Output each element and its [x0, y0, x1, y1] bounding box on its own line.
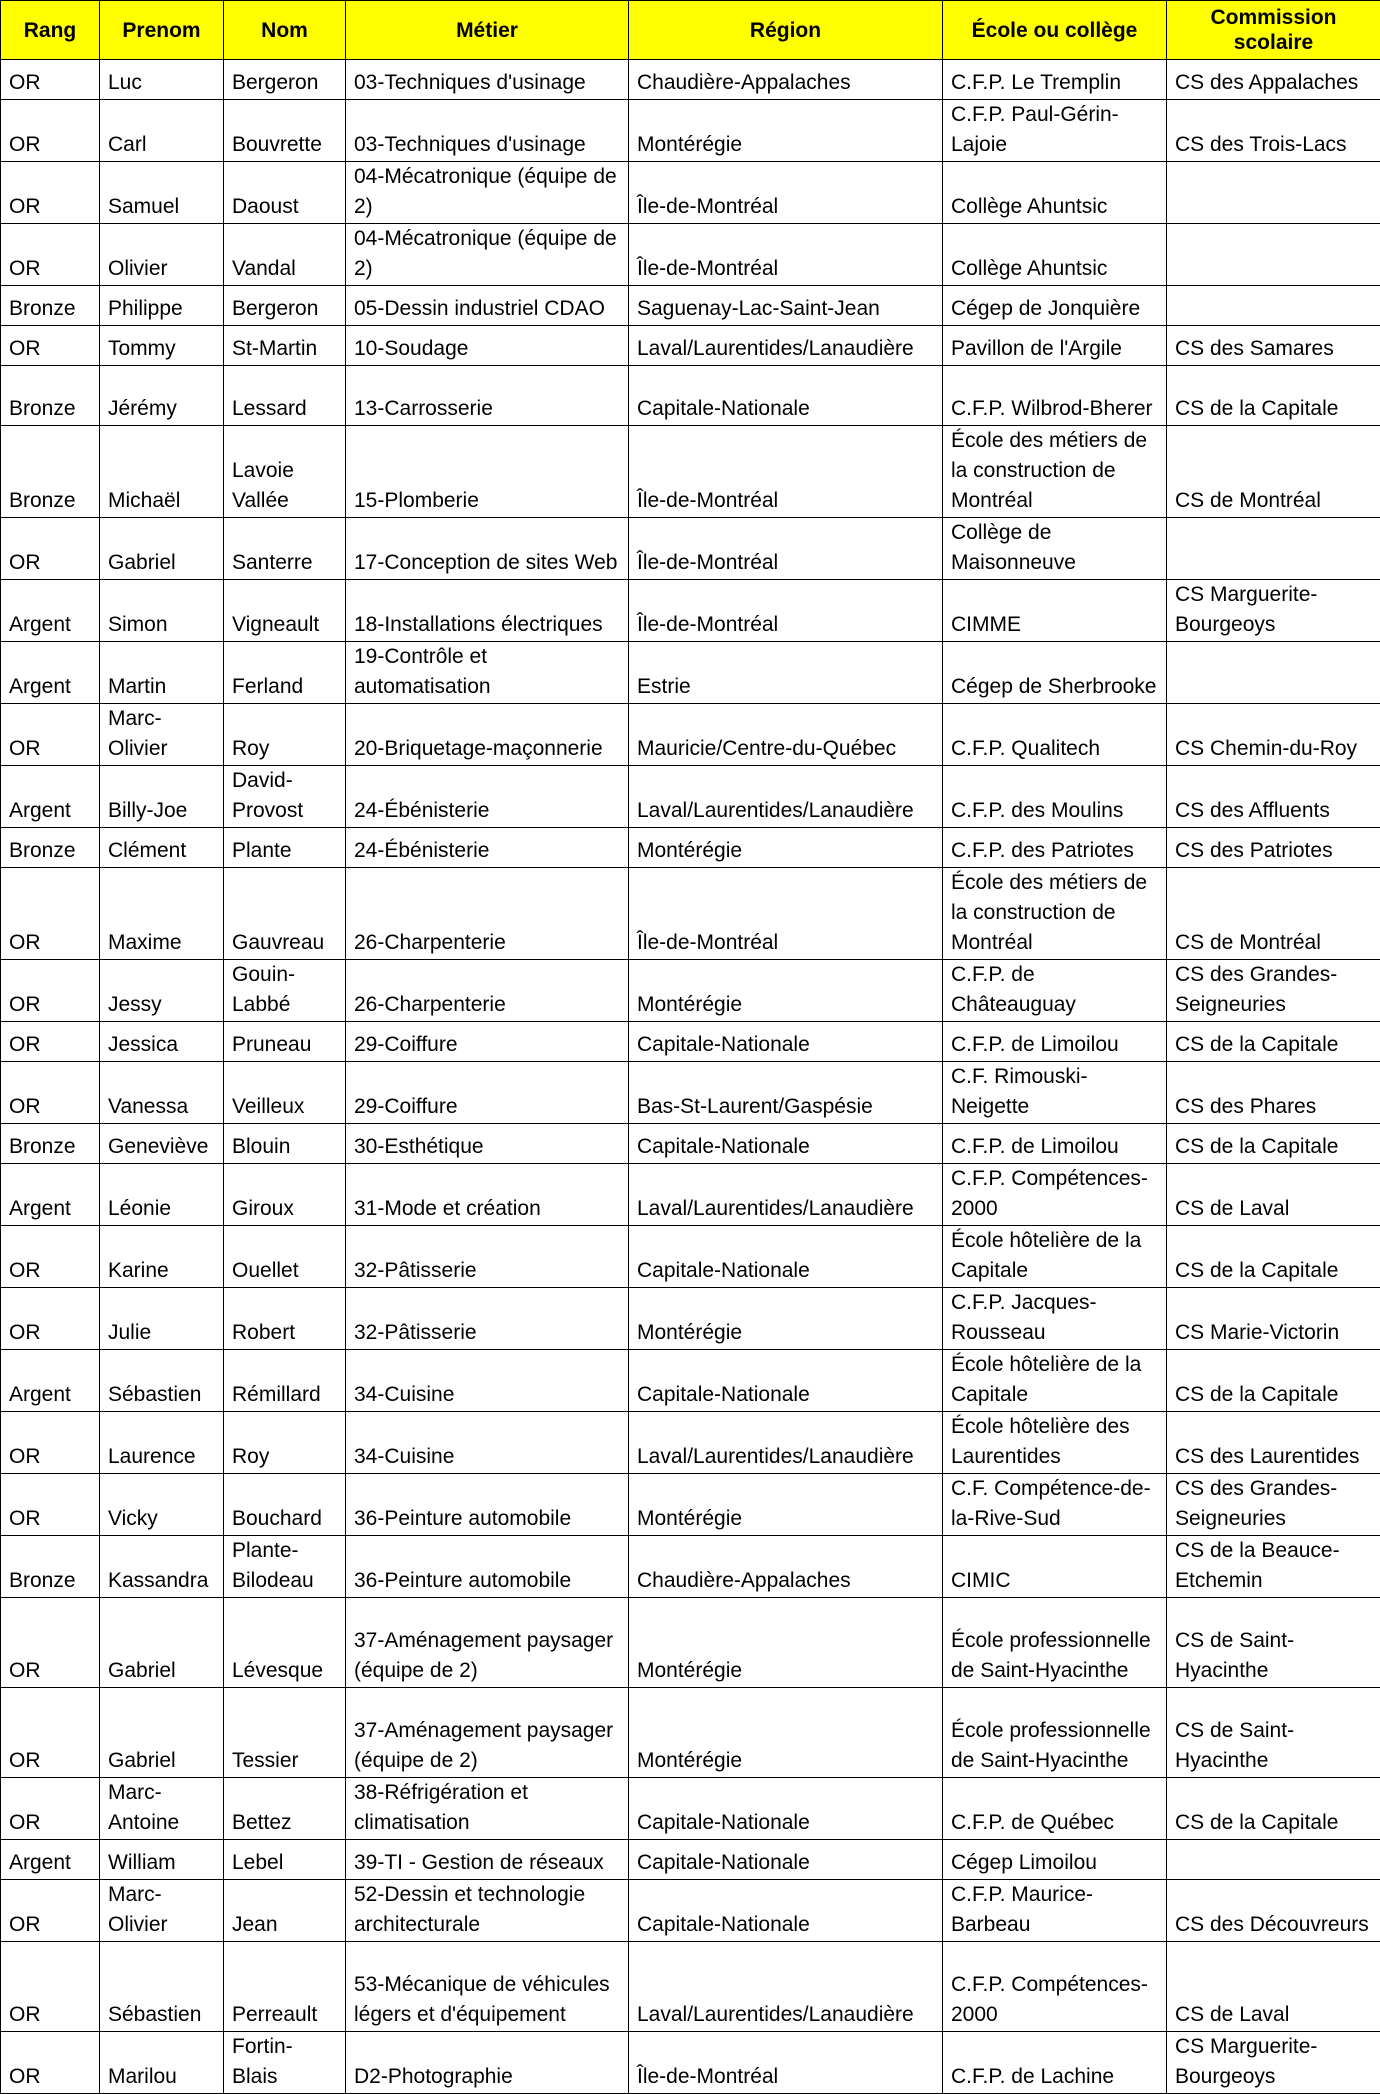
cell-ecole: Collège Ahuntsic [943, 162, 1167, 224]
cell-nom: Bettez [224, 1778, 346, 1840]
cell-commission: CS des Grandes-Seigneuries [1167, 1474, 1380, 1536]
cell-prenom: Martin [100, 642, 224, 704]
cell-metier: 17-Conception de sites Web [346, 518, 629, 580]
cell-prenom: Jessy [100, 960, 224, 1022]
cell-ecole: C.F.P. de Québec [943, 1778, 1167, 1840]
cell-rang: OR [1, 704, 100, 766]
cell-ecole: C.F.P. Paul-Gérin-Lajoie [943, 100, 1167, 162]
cell-metier: 03-Techniques d'usinage [346, 60, 629, 100]
cell-nom: Vigneault [224, 580, 346, 642]
cell-commission: CS de la Capitale [1167, 1022, 1380, 1062]
cell-commission: CS de la Capitale [1167, 1226, 1380, 1288]
cell-region: Capitale-Nationale [629, 1022, 943, 1062]
cell-commission: CS de Laval [1167, 1942, 1380, 2032]
cell-metier: 18-Installations électriques [346, 580, 629, 642]
cell-rang: Bronze [1, 828, 100, 868]
cell-prenom: Tommy [100, 326, 224, 366]
cell-commission: CS Chemin-du-Roy [1167, 704, 1380, 766]
table-row [1, 1474, 1380, 1536]
cell-prenom: Julie [100, 1288, 224, 1350]
cell-ecole: C.F.P. de Limoilou [943, 1124, 1167, 1164]
header-metier: Métier [346, 1, 629, 60]
table-row [1, 1022, 1380, 1062]
cell-region: Capitale-Nationale [629, 1880, 943, 1942]
cell-prenom: Karine [100, 1226, 224, 1288]
cell-rang: OR [1, 1226, 100, 1288]
cell-region: Île-de-Montréal [629, 426, 943, 518]
cell-metier: 20-Briquetage-maçonnerie [346, 704, 629, 766]
cell-nom: Bergeron [224, 286, 346, 326]
cell-prenom: Sébastien [100, 1942, 224, 2032]
cell-metier: 03-Techniques d'usinage [346, 100, 629, 162]
cell-prenom: William [100, 1840, 224, 1880]
cell-metier: 32-Pâtisserie [346, 1288, 629, 1350]
cell-rang: Bronze [1, 366, 100, 426]
cell-nom: Robert [224, 1288, 346, 1350]
cell-nom: Rémillard [224, 1350, 346, 1412]
cell-metier: D2-Photographie [346, 2032, 629, 2094]
cell-commission: CS des Samares [1167, 326, 1380, 366]
table-row [1, 828, 1380, 868]
cell-ecole: C.F.P. des Patriotes [943, 828, 1167, 868]
cell-commission [1167, 224, 1380, 286]
table-row [1, 1226, 1380, 1288]
cell-commission: CS des Appalaches [1167, 60, 1380, 100]
table-row [1, 224, 1380, 286]
cell-metier: 15-Plomberie [346, 426, 629, 518]
cell-ecole: C.F.P. des Moulins [943, 766, 1167, 828]
cell-region: Montérégie [629, 828, 943, 868]
cell-prenom: Maxime [100, 868, 224, 960]
cell-ecole: Cégep de Jonquière [943, 286, 1167, 326]
table-row [1, 326, 1380, 366]
cell-ecole: École hôtelière de la Capitale [943, 1226, 1167, 1288]
table-row [1, 2032, 1380, 2094]
cell-region: Chaudière-Appalaches [629, 1536, 943, 1598]
cell-rang: Argent [1, 766, 100, 828]
cell-metier: 29-Coiffure [346, 1062, 629, 1124]
table-row [1, 1288, 1380, 1350]
cell-commission: CS de la Capitale [1167, 1124, 1380, 1164]
cell-region: Bas-St-Laurent/Gaspésie [629, 1062, 943, 1124]
cell-prenom: Philippe [100, 286, 224, 326]
cell-prenom: Marc-Olivier [100, 1880, 224, 1942]
cell-prenom: Laurence [100, 1412, 224, 1474]
table-row [1, 868, 1380, 960]
table-row [1, 1062, 1380, 1124]
cell-metier: 29-Coiffure [346, 1022, 629, 1062]
cell-commission: CS de la Capitale [1167, 1350, 1380, 1412]
cell-ecole: Cégep Limoilou [943, 1840, 1167, 1880]
cell-region: Montérégie [629, 100, 943, 162]
cell-nom: Bouchard [224, 1474, 346, 1536]
cell-region: Île-de-Montréal [629, 2032, 943, 2094]
cell-metier: 13-Carrosserie [346, 366, 629, 426]
cell-metier: 36-Peinture automobile [346, 1536, 629, 1598]
cell-metier: 34-Cuisine [346, 1412, 629, 1474]
cell-rang: OR [1, 1062, 100, 1124]
cell-region: Montérégie [629, 1598, 943, 1688]
cell-prenom: Samuel [100, 162, 224, 224]
cell-region: Montérégie [629, 1288, 943, 1350]
cell-rang: Argent [1, 1164, 100, 1226]
cell-nom: St-Martin [224, 326, 346, 366]
cell-prenom: Sébastien [100, 1350, 224, 1412]
cell-commission: CS Marie-Victorin [1167, 1288, 1380, 1350]
cell-commission [1167, 518, 1380, 580]
cell-prenom: Vanessa [100, 1062, 224, 1124]
cell-prenom: Léonie [100, 1164, 224, 1226]
table-row [1, 366, 1380, 426]
cell-nom: Lévesque [224, 1598, 346, 1688]
cell-region: Île-de-Montréal [629, 162, 943, 224]
cell-rang: Bronze [1, 1124, 100, 1164]
header-rang: Rang [1, 1, 100, 60]
table-row [1, 1598, 1380, 1688]
cell-nom: Lebel [224, 1840, 346, 1880]
cell-region: Estrie [629, 642, 943, 704]
cell-ecole: C.F. Rimouski-Neigette [943, 1062, 1167, 1124]
table-row [1, 100, 1380, 162]
cell-prenom: Vicky [100, 1474, 224, 1536]
cell-nom: Daoust [224, 162, 346, 224]
cell-rang: OR [1, 1288, 100, 1350]
table-row [1, 1942, 1380, 2032]
table-row [1, 60, 1380, 100]
cell-rang: Argent [1, 642, 100, 704]
cell-nom: Pruneau [224, 1022, 346, 1062]
cell-prenom: Geneviève [100, 1124, 224, 1164]
cell-nom: Lavoie Vallée [224, 426, 346, 518]
cell-commission: CS de la Capitale [1167, 366, 1380, 426]
cell-ecole: C.F.P. Qualitech [943, 704, 1167, 766]
cell-nom: Bergeron [224, 60, 346, 100]
table-row [1, 1350, 1380, 1412]
cell-ecole: Collège de Maisonneuve [943, 518, 1167, 580]
cell-region: Montérégie [629, 1474, 943, 1536]
cell-commission [1167, 162, 1380, 224]
table-row [1, 1164, 1380, 1226]
cell-nom: Santerre [224, 518, 346, 580]
cell-commission: CS Marguerite-Bourgeoys [1167, 2032, 1380, 2094]
cell-commission: CS des Découvreurs [1167, 1880, 1380, 1942]
table-row [1, 1124, 1380, 1164]
cell-commission [1167, 642, 1380, 704]
cell-region: Laval/Laurentides/Lanaudière [629, 1412, 943, 1474]
cell-ecole: École des métiers de la construction de Montréal [943, 868, 1167, 960]
cell-ecole: École professionnelle de Saint-Hyacinthe [943, 1598, 1167, 1688]
cell-ecole: Collège Ahuntsic [943, 224, 1167, 286]
cell-rang: OR [1, 1474, 100, 1536]
cell-metier: 31-Mode et création [346, 1164, 629, 1226]
table-row [1, 426, 1380, 518]
cell-metier: 04-Mécatronique (équipe de 2) [346, 224, 629, 286]
cell-prenom: Michaël [100, 426, 224, 518]
cell-commission: CS de Saint-Hyacinthe [1167, 1598, 1380, 1688]
cell-nom: Roy [224, 704, 346, 766]
cell-nom: Perreault [224, 1942, 346, 2032]
cell-nom: Fortin-Blais [224, 2032, 346, 2094]
cell-metier: 52-Dessin et technologie architecturale [346, 1880, 629, 1942]
cell-commission: CS de Laval [1167, 1164, 1380, 1226]
cell-region: Laval/Laurentides/Lanaudière [629, 1942, 943, 2032]
cell-ecole: C.F.P. de Châteauguay [943, 960, 1167, 1022]
cell-prenom: Billy-Joe [100, 766, 224, 828]
table-row [1, 1688, 1380, 1778]
cell-ecole: Cégep de Sherbrooke [943, 642, 1167, 704]
cell-metier: 24-Ébénisterie [346, 766, 629, 828]
cell-rang: OR [1, 868, 100, 960]
cell-nom: Gauvreau [224, 868, 346, 960]
header-region: Région [629, 1, 943, 60]
header-nom: Nom [224, 1, 346, 60]
cell-ecole: École professionnelle de Saint-Hyacinthe [943, 1688, 1167, 1778]
cell-region: Capitale-Nationale [629, 366, 943, 426]
cell-ecole: C.F.P. de Lachine [943, 2032, 1167, 2094]
cell-commission: CS des Affluents [1167, 766, 1380, 828]
cell-commission: CS Marguerite-Bourgeoys [1167, 580, 1380, 642]
cell-region: Montérégie [629, 1688, 943, 1778]
cell-region: Laval/Laurentides/Lanaudière [629, 326, 943, 366]
cell-metier: 53-Mécanique de véhicules légers et d'équipement [346, 1942, 629, 2032]
cell-rang: OR [1, 1880, 100, 1942]
cell-rang: Bronze [1, 1536, 100, 1598]
cell-region: Montérégie [629, 960, 943, 1022]
cell-region: Île-de-Montréal [629, 518, 943, 580]
cell-commission: CS des Laurentides [1167, 1412, 1380, 1474]
cell-region: Saguenay-Lac-Saint-Jean [629, 286, 943, 326]
cell-prenom: Gabriel [100, 518, 224, 580]
cell-rang: OR [1, 2032, 100, 2094]
cell-region: Mauricie/Centre-du-Québec [629, 704, 943, 766]
cell-rang: OR [1, 960, 100, 1022]
cell-nom: Veilleux [224, 1062, 346, 1124]
cell-rang: Argent [1, 1350, 100, 1412]
cell-ecole: Pavillon de l'Argile [943, 326, 1167, 366]
cell-commission: CS des Grandes-Seigneuries [1167, 960, 1380, 1022]
cell-commission: CS des Phares [1167, 1062, 1380, 1124]
cell-commission: CS des Patriotes [1167, 828, 1380, 868]
cell-metier: 36-Peinture automobile [346, 1474, 629, 1536]
cell-metier: 34-Cuisine [346, 1350, 629, 1412]
cell-region: Chaudière-Appalaches [629, 60, 943, 100]
cell-region: Laval/Laurentides/Lanaudière [629, 1164, 943, 1226]
cell-nom: Gouin-Labbé [224, 960, 346, 1022]
table-row [1, 1778, 1380, 1840]
cell-region: Capitale-Nationale [629, 1778, 943, 1840]
cell-metier: 37-Aménagement paysager (équipe de 2) [346, 1598, 629, 1688]
cell-ecole: C.F.P. Jacques-Rousseau [943, 1288, 1167, 1350]
cell-metier: 05-Dessin industriel CDAO [346, 286, 629, 326]
cell-metier: 24-Ébénisterie [346, 828, 629, 868]
cell-prenom: Marc-Antoine [100, 1778, 224, 1840]
cell-rang: OR [1, 60, 100, 100]
cell-prenom: Marilou [100, 2032, 224, 2094]
cell-nom: Vandal [224, 224, 346, 286]
cell-prenom: Gabriel [100, 1598, 224, 1688]
cell-ecole: C.F.P. Le Tremplin [943, 60, 1167, 100]
cell-rang: OR [1, 1942, 100, 2032]
cell-region: Île-de-Montréal [629, 580, 943, 642]
table-row [1, 1412, 1380, 1474]
cell-prenom: Clément [100, 828, 224, 868]
cell-region: Laval/Laurentides/Lanaudière [629, 766, 943, 828]
cell-region: Capitale-Nationale [629, 1124, 943, 1164]
cell-ecole: C.F.P. Compétences-2000 [943, 1164, 1167, 1226]
cell-nom: Blouin [224, 1124, 346, 1164]
cell-metier: 04-Mécatronique (équipe de 2) [346, 162, 629, 224]
cell-ecole: C.F.P. Wilbrod-Bherer [943, 366, 1167, 426]
cell-metier: 32-Pâtisserie [346, 1226, 629, 1288]
table-row [1, 162, 1380, 224]
cell-nom: Ouellet [224, 1226, 346, 1288]
cell-commission: CS de Montréal [1167, 426, 1380, 518]
cell-rang: OR [1, 224, 100, 286]
cell-commission: CS de la Capitale [1167, 1778, 1380, 1840]
cell-region: Île-de-Montréal [629, 868, 943, 960]
cell-nom: Bouvrette [224, 100, 346, 162]
header-commission: Commission scolaire [1167, 1, 1380, 60]
cell-region: Capitale-Nationale [629, 1226, 943, 1288]
cell-metier: 39-TI - Gestion de réseaux [346, 1840, 629, 1880]
cell-ecole: CIMME [943, 580, 1167, 642]
cell-metier: 26-Charpenterie [346, 868, 629, 960]
cell-commission: CS de Saint-Hyacinthe [1167, 1688, 1380, 1778]
cell-metier: 26-Charpenterie [346, 960, 629, 1022]
cell-rang: OR [1, 1688, 100, 1778]
header-row [1, 1, 1380, 60]
table-row [1, 704, 1380, 766]
cell-commission [1167, 286, 1380, 326]
cell-rang: Argent [1, 580, 100, 642]
cell-ecole: École des métiers de la construction de Montréal [943, 426, 1167, 518]
table-row [1, 1880, 1380, 1942]
cell-commission [1167, 1840, 1380, 1880]
cell-nom: Tessier [224, 1688, 346, 1778]
cell-rang: OR [1, 162, 100, 224]
cell-nom: David-Provost [224, 766, 346, 828]
cell-rang: Argent [1, 1840, 100, 1880]
cell-ecole: C.F.P. Maurice-Barbeau [943, 1880, 1167, 1942]
cell-rang: OR [1, 1412, 100, 1474]
table-row [1, 642, 1380, 704]
cell-ecole: École hôtelière de la Capitale [943, 1350, 1167, 1412]
table-row [1, 286, 1380, 326]
cell-prenom: Simon [100, 580, 224, 642]
table-row [1, 766, 1380, 828]
cell-region: Capitale-Nationale [629, 1350, 943, 1412]
cell-commission: CS des Trois-Lacs [1167, 100, 1380, 162]
cell-ecole: CIMIC [943, 1536, 1167, 1598]
cell-commission: CS de la Beauce-Etchemin [1167, 1536, 1380, 1598]
header-ecole: École ou collège [943, 1, 1167, 60]
cell-rang: OR [1, 326, 100, 366]
table-row [1, 960, 1380, 1022]
cell-metier: 10-Soudage [346, 326, 629, 366]
cell-metier: 19-Contrôle et automatisation [346, 642, 629, 704]
cell-ecole: C.F. Compétence-de-la-Rive-Sud [943, 1474, 1167, 1536]
cell-prenom: Jessica [100, 1022, 224, 1062]
cell-rang: OR [1, 518, 100, 580]
cell-prenom: Jérémy [100, 366, 224, 426]
cell-rang: Bronze [1, 426, 100, 518]
cell-rang: OR [1, 1778, 100, 1840]
cell-rang: OR [1, 100, 100, 162]
cell-metier: 37-Aménagement paysager (équipe de 2) [346, 1688, 629, 1778]
cell-commission: CS de Montréal [1167, 868, 1380, 960]
header-prenom: Prenom [100, 1, 224, 60]
cell-prenom: Gabriel [100, 1688, 224, 1778]
cell-ecole: École hôtelière des Laurentides [943, 1412, 1167, 1474]
table-row [1, 1840, 1380, 1880]
cell-prenom: Carl [100, 100, 224, 162]
cell-ecole: C.F.P. de Limoilou [943, 1022, 1167, 1062]
table-body [1, 60, 1380, 2094]
table-row [1, 580, 1380, 642]
cell-rang: OR [1, 1022, 100, 1062]
cell-nom: Plante [224, 828, 346, 868]
cell-prenom: Olivier [100, 224, 224, 286]
cell-metier: 38-Réfrigération et climatisation [346, 1778, 629, 1840]
cell-nom: Giroux [224, 1164, 346, 1226]
cell-prenom: Kassandra [100, 1536, 224, 1598]
cell-rang: Bronze [1, 286, 100, 326]
cell-nom: Lessard [224, 366, 346, 426]
cell-prenom: Luc [100, 60, 224, 100]
cell-nom: Roy [224, 1412, 346, 1474]
table-row [1, 518, 1380, 580]
cell-nom: Jean [224, 1880, 346, 1942]
cell-rang: OR [1, 1598, 100, 1688]
cell-nom: Ferland [224, 642, 346, 704]
cell-region: Capitale-Nationale [629, 1840, 943, 1880]
cell-metier: 30-Esthétique [346, 1124, 629, 1164]
cell-region: Île-de-Montréal [629, 224, 943, 286]
table-row [1, 1536, 1380, 1598]
cell-ecole: C.F.P. Compétences-2000 [943, 1942, 1167, 2032]
cell-nom: Plante-Bilodeau [224, 1536, 346, 1598]
cell-prenom: Marc-Olivier [100, 704, 224, 766]
